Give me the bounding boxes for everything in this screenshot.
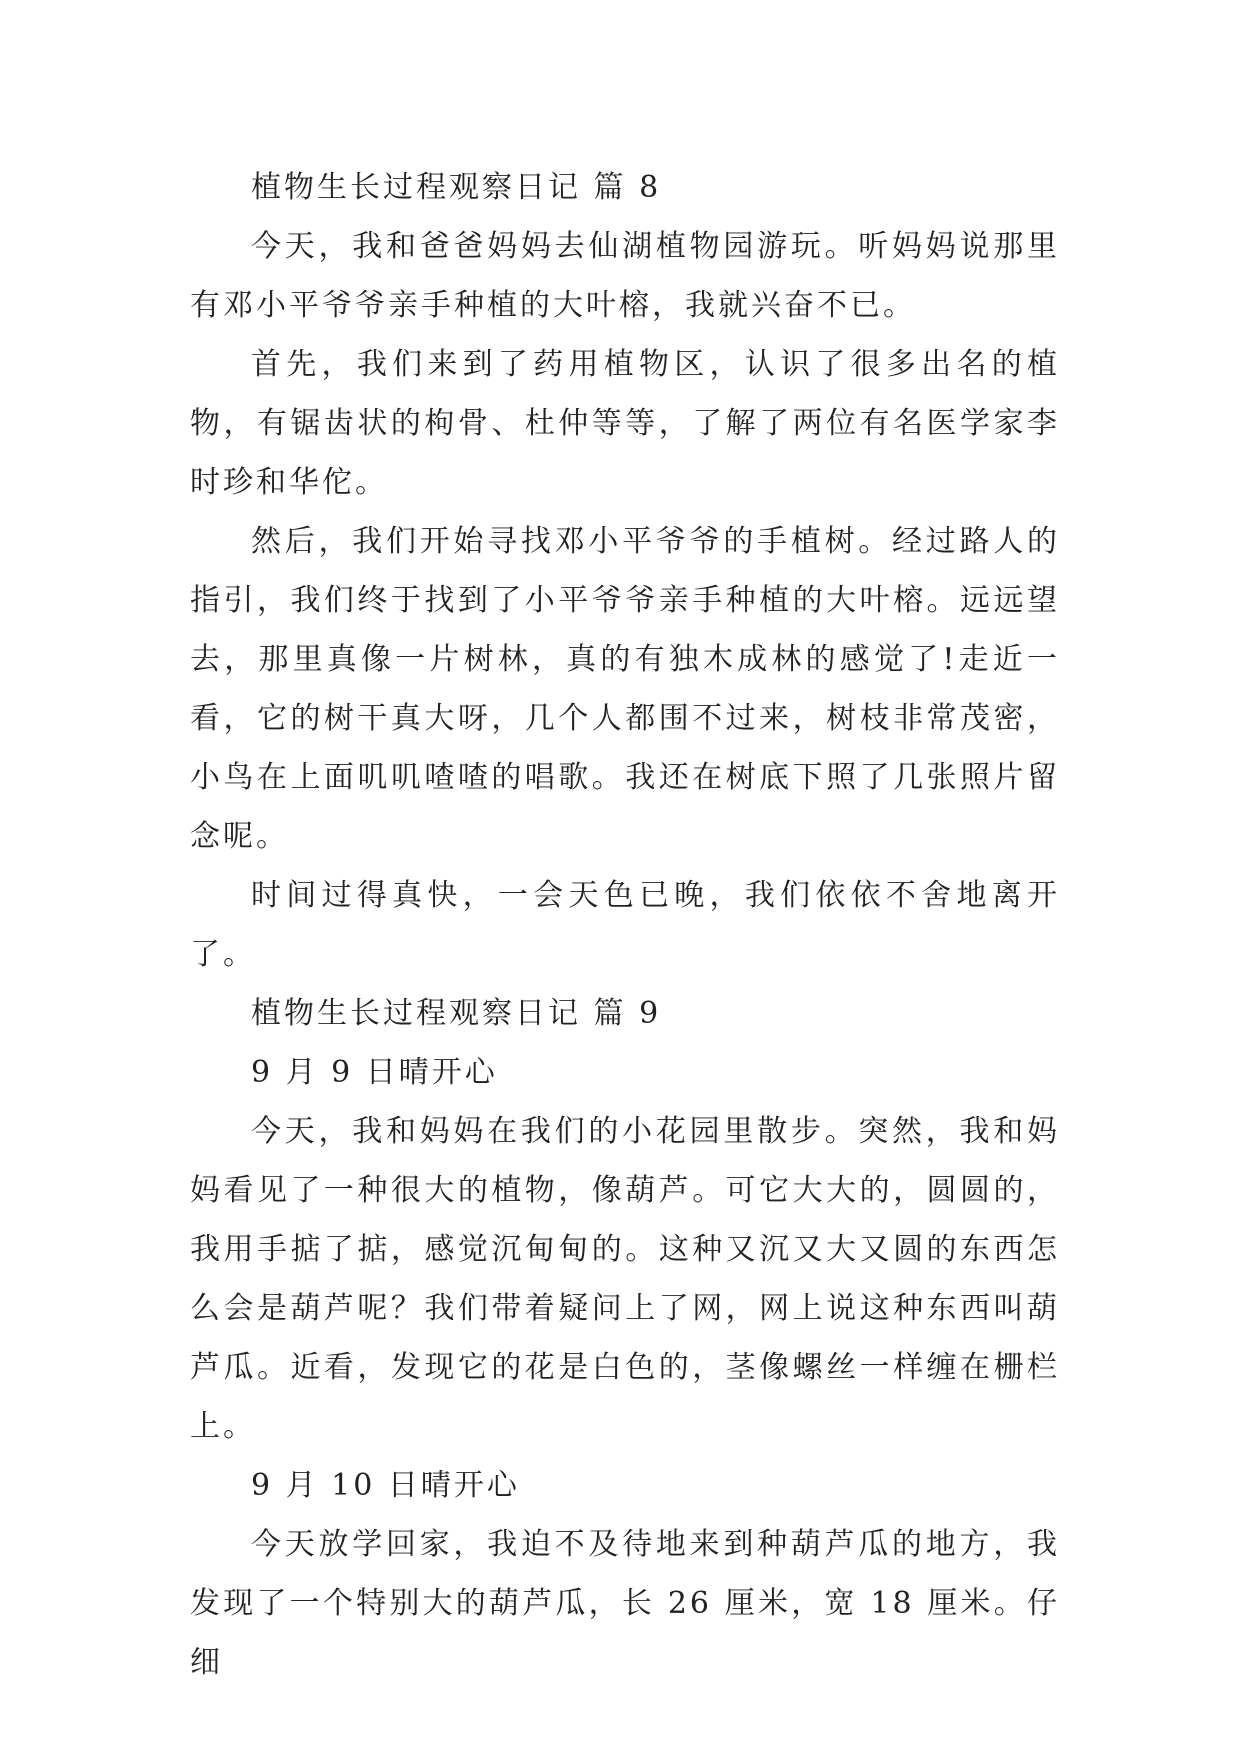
section-heading: 植物生长过程观察日记 篇 8 bbox=[251, 170, 662, 205]
document-body bbox=[190, 158, 1060, 1692]
paragraph: 然后，我们开始寻找邓小平爷爷的手植树。经过路人的指引，我们终于找到了小平爷爷亲手种植的大叶榕。远远望去，那里真像一片树林，真的有独木成林的感觉了!走近一看，它的树干真大呀，几个人都围不过来，树枝非常茂密，小鸟在上面叽叽喳喳的唱歌。我还在树底下照了几张照片留念呢。 bbox=[190, 524, 1060, 854]
diary-date: 9 月 9 日晴开心 bbox=[251, 1055, 498, 1090]
section-heading: 植物生长过程观察日记 篇 9 bbox=[251, 996, 662, 1031]
paragraph: 今天放学回家，我迫不及待地来到种葫芦瓜的地方，我发现了一个特别大的葫芦瓜，长 26 厘米，宽 18 厘米。仔细 bbox=[190, 1527, 1060, 1680]
paragraph: 时间过得真快，一会天色已晚，我们依依不舍地离开了。 bbox=[190, 878, 1060, 972]
paragraph: 首先，我们来到了药用植物区，认识了很多出名的植物，有锯齿状的枸骨、杜仲等等，了解了两位有名医学家李时珍和华佗。 bbox=[190, 347, 1060, 500]
paragraph: 今天，我和爸爸妈妈去仙湖植物园游玩。听妈妈说那里有邓小平爷爷亲手种植的大叶榕，我就兴奋不已。 bbox=[190, 229, 1060, 323]
paragraph: 今天，我和妈妈在我们的小花园里散步。突然，我和妈妈看见了一种很大的植物，像葫芦。可它大大的，圆圆的，我用手掂了掂，感觉沉甸甸的。这种又沉又大又圆的东西怎么会是葫芦呢？我们带着疑问上了网，网上说这种东西叫葫芦瓜。近看，发现它的花是白色的，茎像螺丝一样缠在栅栏上。 bbox=[190, 1114, 1060, 1444]
diary-date: 9 月 10 日晴开心 bbox=[251, 1468, 520, 1503]
